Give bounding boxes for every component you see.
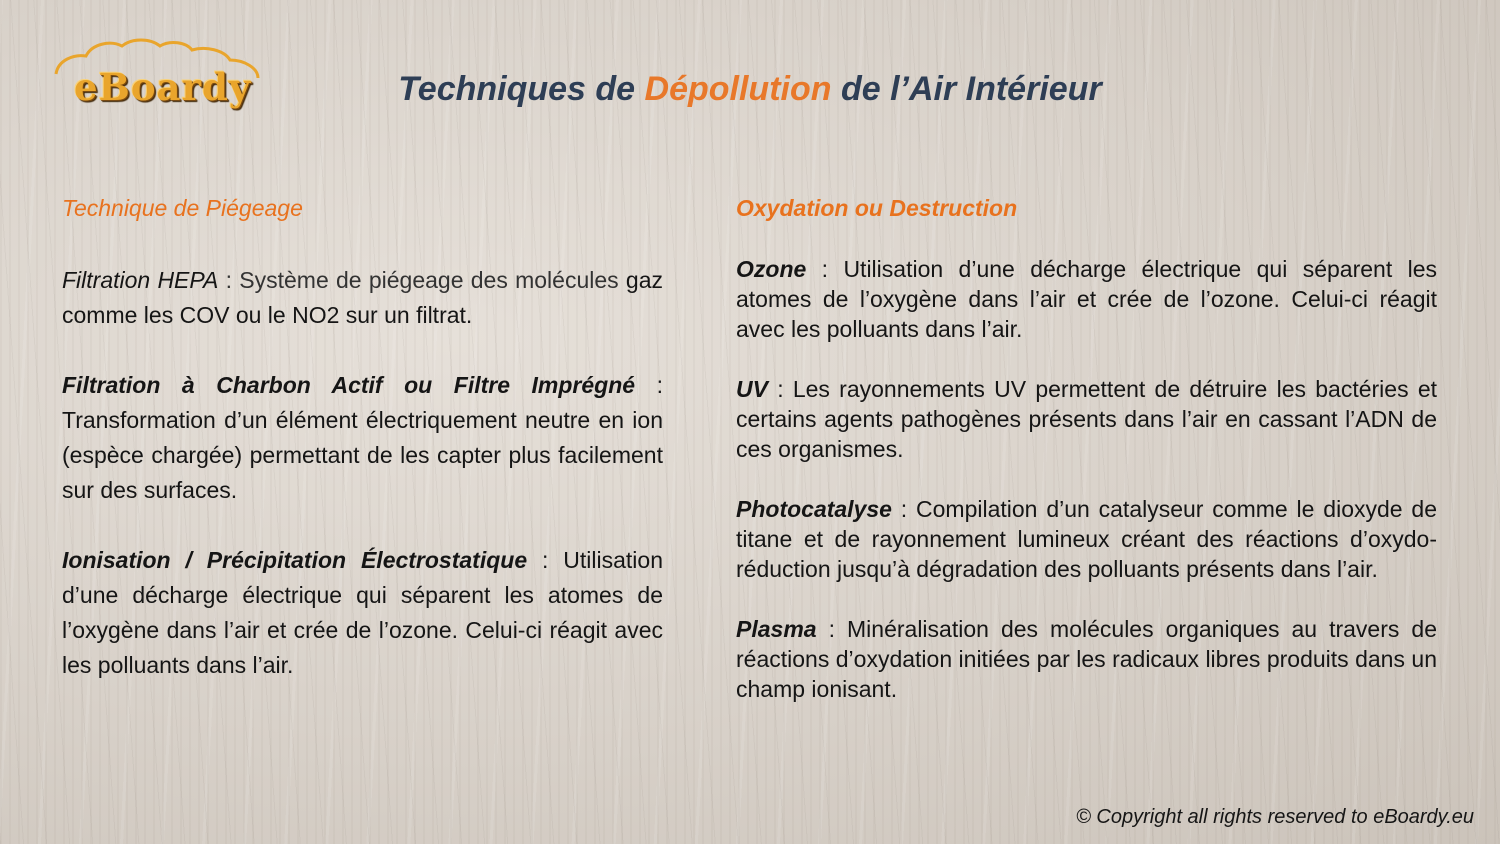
item-charbon: Filtration à Charbon Actif ou Filtre Imprégné : Transformation d’un élément électriquement neutre en ion (espèce chargée) permettant de les capter plus facilement sur des surfaces. [62, 372, 664, 503]
logo-text: eBoardy [74, 65, 252, 109]
item-ozone: Ozone : Utilisation d’une décharge électrique qui séparent les atomes de l’oxygène dans l’air et crée de l’ozone. Celui-ci réagit avec les polluants dans l’air. [736, 256, 1437, 342]
page-title: Techniques de Dépollution de l’Air Intérieur [398, 70, 1102, 108]
item-term: Filtration HEPA [62, 267, 219, 293]
item-hepa: Filtration HEPA : Système de piégeage des molécules gaz comme les COV ou le NO2 sur un filtrat. [62, 267, 663, 328]
item-term: Plasma [736, 616, 817, 642]
item-term: Photocatalyse [736, 496, 892, 522]
right-heading: Oxydation ou Destruction [736, 195, 1018, 221]
item-term: UV [736, 376, 768, 402]
item-term: Ozone [736, 256, 807, 282]
left-column [62, 188, 663, 683]
item-uv: UV : Les rayonnements UV permettent de détruire les bactéries et certains agents pathogènes présents dans l’air en cassant l’ADN de ces organismes. [736, 376, 1437, 462]
item-ionisation: Ionisation / Précipitation Électrostatique : Utilisation d’une décharge électrique qui séparent les atomes de l’oxygène dans l’air et crée de l’ozone. Celui-ci réagit avec les polluants dans l’air. [62, 547, 663, 678]
item-term: Ionisation / Précipitation Électrostatique [62, 547, 528, 573]
item-plasma: Plasma : Minéralisation des molécules organiques au travers de réactions d’oxydation initiées par les radicaux libres produits dans un champ ionisant. [736, 616, 1437, 702]
left-heading: Technique de Piégeage [62, 195, 303, 221]
item-term: Filtration à Charbon Actif ou Filtre Imprégné [62, 372, 636, 398]
right-column [736, 188, 1437, 704]
copyright-footer: © Copyright all rights reserved to eBoardy.eu [1076, 806, 1474, 828]
title-accent: Dépollution [644, 70, 832, 108]
item-photocatalyse: Photocatalyse : Compilation d’un catalyseur comme le dioxyde de titane et de rayonnement lumineux créant des réactions d’oxydo-réduction jusqu’à dégradation des polluants présents dans l’air. [736, 496, 1437, 582]
